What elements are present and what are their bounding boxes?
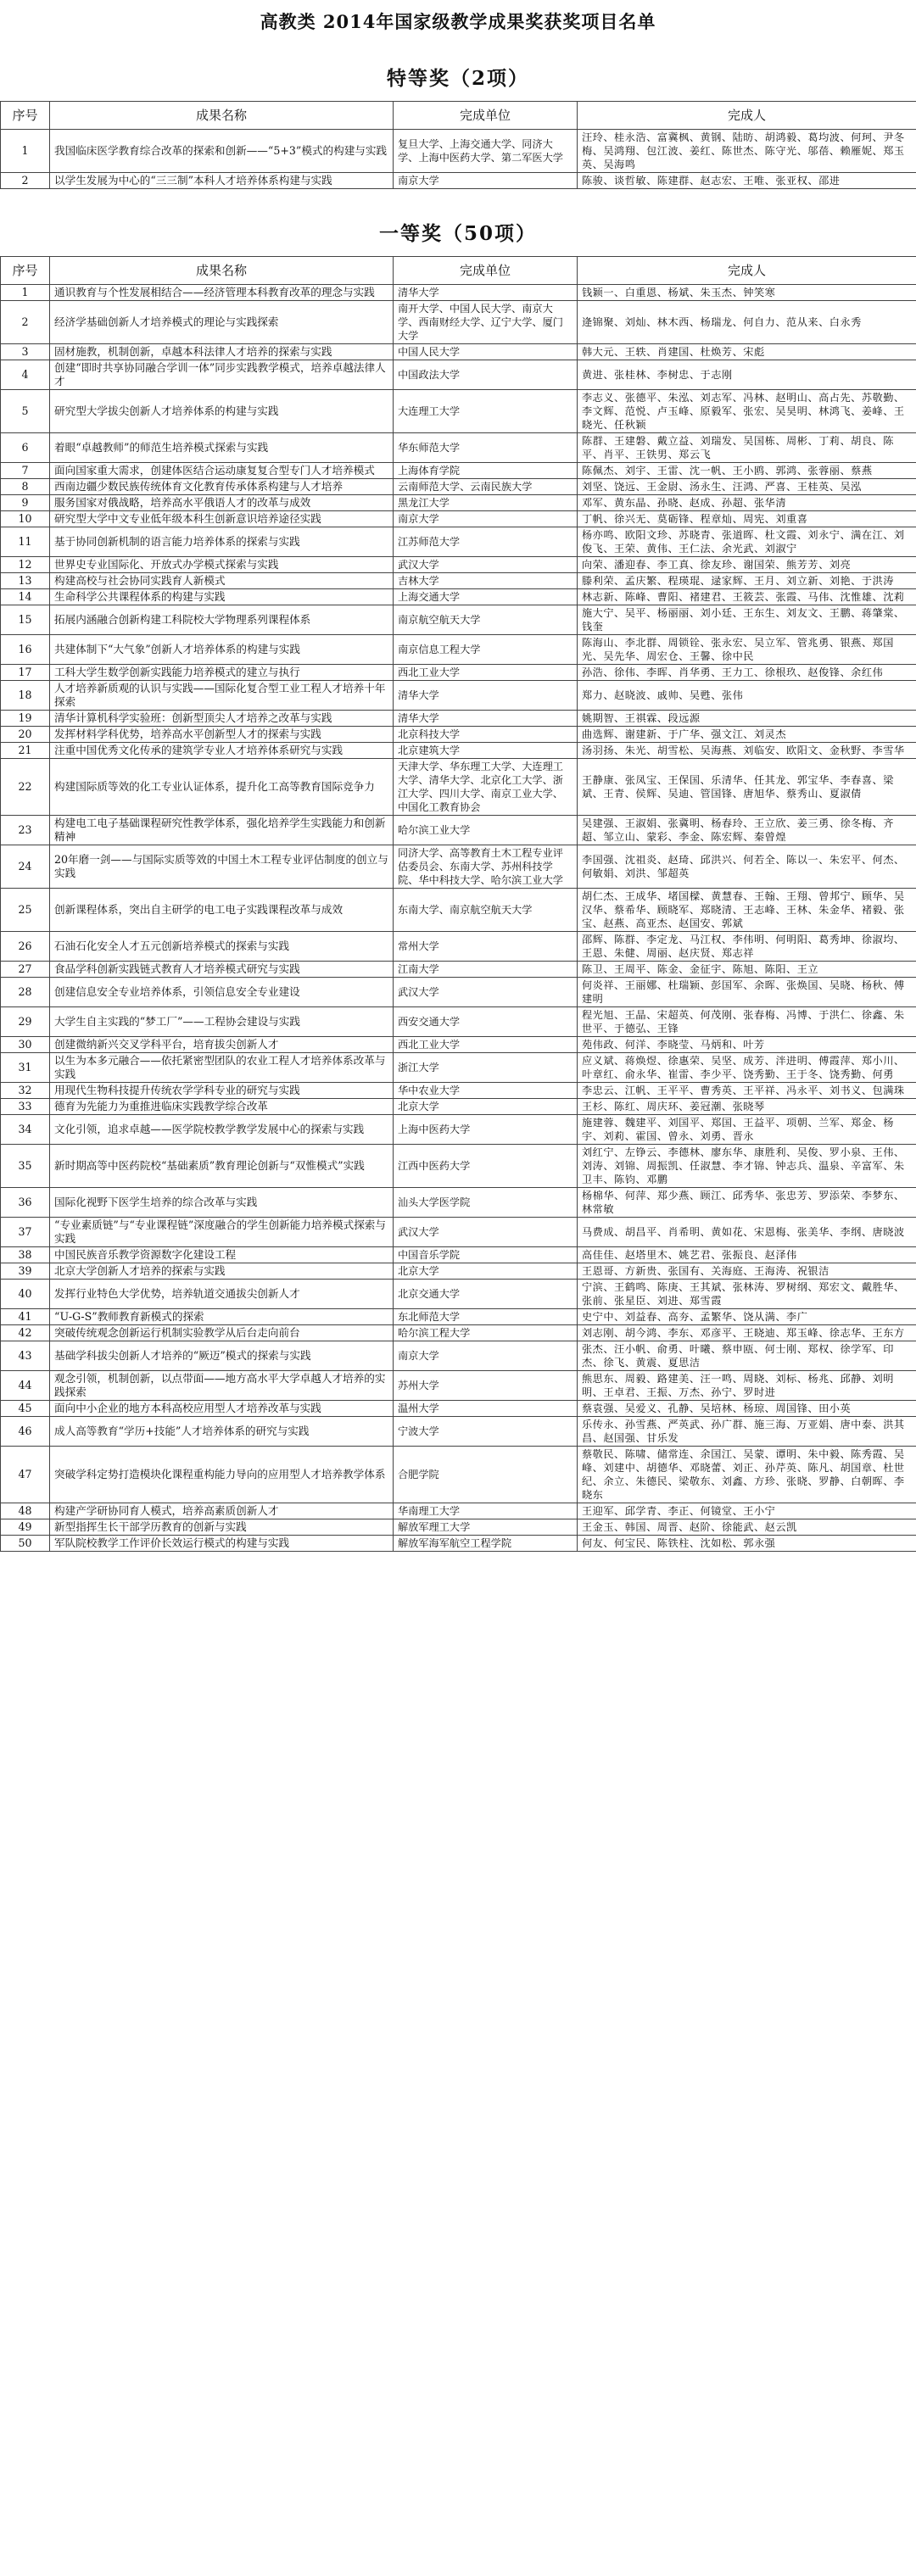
completion-unit: 清华大学: [394, 711, 578, 727]
row-number: 18: [1, 681, 50, 711]
award-name: 拓展内涵融合创新构建工科院校大学物理系列课程体系: [50, 605, 394, 635]
row-number: 21: [1, 743, 50, 759]
table-row: [1, 1083, 916, 1099]
completers: 李志义、张德平、朱泓、刘志军、冯林、赵明山、高占先、苏敬勤、李文辉、范悦、卢玉峰、原毅军、张宏、吴昊明、林鸿飞、姜峰、王晓光、任秋颖: [578, 390, 916, 433]
award-name: 世界史专业国际化、开放式办学模式探索与实践: [50, 557, 394, 573]
award-name: 军队院校教学工作评价长效运行模式的构建与实践: [50, 1536, 394, 1552]
award-name: 研究型大学拔尖创新人才培养体系的构建与实践: [50, 390, 394, 433]
completers: 李忠云、江帆、王平平、曹秀英、王平祥、冯永平、刘书义、包满珠: [578, 1083, 916, 1099]
row-number: 1: [1, 130, 50, 173]
completers: 刘红宁、左铮云、李德林、廖东华、康胜利、吴俊、罗小泉、王伟、刘涛、刘锦、周振凯、任淑慧、李才锦、钟志兵、温泉、辛富军、朱卫丰、陈钧、邓鹏: [578, 1145, 916, 1188]
completers: 向荣、潘迎春、李工真、徐友珍、谢国荣、熊芳芳、刘亮: [578, 557, 916, 573]
special-award-title: 特等奖（2项）: [386, 67, 529, 90]
completion-unit: 上海交通大学: [394, 589, 578, 605]
first-award-rows: [1, 285, 916, 1552]
table-row: [1, 344, 916, 360]
completers: 郑力、赵晓波、戚帅、吴甦、张伟: [578, 681, 916, 711]
completion-unit: 华南理工大学: [394, 1503, 578, 1519]
row-number: 25: [1, 889, 50, 932]
award-name: 固材施教，机制创新，卓越本科法律人才培养的探索与实践: [50, 344, 394, 360]
award-name: 石油石化安全人才五元创新培养模式的探索与实践: [50, 932, 394, 962]
completers: 陈群、王建磐、戴立益、刘瑞发、吴国栋、周彬、丁莉、胡良、陈平、肖平、王铁男、郑云飞: [578, 433, 916, 463]
table-row: [1, 1247, 916, 1263]
table-row: [1, 1309, 916, 1325]
table-row: [1, 962, 916, 978]
award-name: 面向国家重大需求，创建体医结合运动康复复合型专门人才培养模式: [50, 463, 394, 479]
award-name: “专业素质链”与“专业课程链”深度融合的学生创新能力培养模式探索与实践: [50, 1218, 394, 1247]
award-name: 构建产学研协同育人模式，培养高素质创新人才: [50, 1503, 394, 1519]
document-title: 高教类 2014年国家级教学成果奖获奖项目名单: [260, 11, 656, 32]
row-number: 10: [1, 511, 50, 527]
table-row: [1, 1341, 916, 1371]
table-row: [1, 1503, 916, 1519]
completion-unit: 常州大学: [394, 932, 578, 962]
completers: 高佳佳、赵塔里木、姚艺君、张振良、赵泽伟: [578, 1247, 916, 1263]
completers: 姚期智、王祺霖、段远源: [578, 711, 916, 727]
table-row: [1, 1325, 916, 1341]
completion-unit: 苏州大学: [394, 1371, 578, 1401]
award-name: 经济学基础创新人才培养模式的理论与实践探索: [50, 301, 394, 344]
table-row: [1, 1145, 916, 1188]
row-number: 38: [1, 1247, 50, 1263]
award-name: 创建“即时共享协同融合学训一体”同步实践教学模式，培养卓越法律人才: [50, 360, 394, 390]
award-name: 构建高校与社会协同实践育人新模式: [50, 573, 394, 589]
completers: 王金玉、韩国、周晋、赵阶、徐能武、赵云凯: [578, 1519, 916, 1536]
completion-unit: 汕头大学医学院: [394, 1188, 578, 1218]
special-award-table: [0, 101, 916, 189]
completers: 陈骏、谈哲敏、陈建群、赵志宏、王唯、张亚权、邵进: [578, 173, 916, 189]
table-row: [1, 1519, 916, 1536]
completers: 程光旭、王晶、宋超英、何茂刚、张春梅、冯博、于洪仁、徐鑫、朱世平、于德弘、王锋: [578, 1007, 916, 1037]
completers: 韩大元、王轶、肖建国、杜焕芳、宋彪: [578, 344, 916, 360]
award-name: 创建信息安全专业培养体系，引领信息安全专业建设: [50, 978, 394, 1007]
completion-unit: 北京大学: [394, 1099, 578, 1115]
completion-unit: 哈尔滨工程大学: [394, 1325, 578, 1341]
table-row: [1, 1115, 916, 1145]
completion-unit: 南开大学、中国人民大学、南京大学、西南财经大学、辽宁大学、厦门大学: [394, 301, 578, 344]
completers: 蔡袁强、吴爱义、孔静、吴培林、杨琼、周国锋、田小英: [578, 1401, 916, 1417]
header-unit: 完成单位: [394, 257, 578, 285]
table-row: [1, 1401, 916, 1417]
table-row: [1, 301, 916, 344]
award-name: 北京大学创新人才培养的探索与实践: [50, 1263, 394, 1280]
completers: 施大宁、吴平、杨丽丽、刘小廷、王东生、刘友文、王鹏、蒋肇棠、钱奎: [578, 605, 916, 635]
row-number: 23: [1, 816, 50, 845]
completion-unit: 云南师范大学、云南民族大学: [394, 479, 578, 495]
award-name: 注重中国优秀文化传承的建筑学专业人才培养体系研究与实践: [50, 743, 394, 759]
award-name: 大学生自主实践的“梦工厂”——工程协会建设与实践: [50, 1007, 394, 1037]
award-name: 20年磨一剑——与国际实质等效的中国土木工程专业评估制度的创立与实践: [50, 845, 394, 889]
table-row: [1, 1263, 916, 1280]
table-row: [1, 665, 916, 681]
completers: 逄锦聚、刘灿、林木西、杨瑞龙、何自力、范从来、白永秀: [578, 301, 916, 344]
table-row: [1, 589, 916, 605]
row-number: 24: [1, 845, 50, 889]
completers: 王杉、陈红、周庆环、姜冠潮、张晓琴: [578, 1099, 916, 1115]
award-name: 文化引领，追求卓越——医学院校教学教学发展中心的探索与实践: [50, 1115, 394, 1145]
completers: 施建蓉、魏建平、刘国平、郑国、王益平、项朝、兰军、郑金、杨宇、刘莉、霍国、曾永、刘勇、晋永: [578, 1115, 916, 1145]
completers: 何炎祥、王丽娜、杜瑞颖、彭国军、余晖、张焕国、吴晓、杨秋、傅建明: [578, 978, 916, 1007]
row-number: 1: [1, 285, 50, 301]
award-name: 清华计算机科学实验班：创新型顶尖人才培养之改革与实践: [50, 711, 394, 727]
row-number: 29: [1, 1007, 50, 1037]
completion-unit: 黑龙江大学: [394, 495, 578, 511]
table-header-row: [1, 257, 916, 285]
row-number: 35: [1, 1145, 50, 1188]
table-row: [1, 1037, 916, 1053]
special-award-rows: [1, 130, 916, 189]
table-row: [1, 889, 916, 932]
table-row: [1, 605, 916, 635]
award-name: 基于协同创新机制的语言能力培养体系的探索与实践: [50, 527, 394, 557]
row-number: 2: [1, 301, 50, 344]
completers: 苑伟政、何洋、李晓莹、马炳和、叶芳: [578, 1037, 916, 1053]
row-number: 5: [1, 390, 50, 433]
completion-unit: 大连理工大学: [394, 390, 578, 433]
completion-unit: 上海体育学院: [394, 463, 578, 479]
award-name: 以学生发展为中心的“三三制”本科人才培养体系构建与实践: [50, 173, 394, 189]
completion-unit: 中国政法大学: [394, 360, 578, 390]
row-number: 40: [1, 1280, 50, 1309]
row-number: 50: [1, 1536, 50, 1552]
award-name: 观念引领，机制创新，以点带面——地方高水平大学卓越人才培养的实践探索: [50, 1371, 394, 1401]
completers: 刘志刚、胡今鸿、李东、邓彦平、王晓迪、郑玉峰、徐志华、王东方: [578, 1325, 916, 1341]
award-name: 成人高等教育“学历+技能”人才培养体系的研究与实践: [50, 1417, 394, 1447]
completion-unit: 武汉大学: [394, 978, 578, 1007]
table-row: [1, 711, 916, 727]
table-row: [1, 511, 916, 527]
header-unit: 完成单位: [394, 102, 578, 130]
completion-unit: 东南大学、南京航空航天大学: [394, 889, 578, 932]
award-name: 基础学科拔尖创新人才培养的“厥迈”模式的探索与实践: [50, 1341, 394, 1371]
header-num: 序号: [1, 257, 50, 285]
row-number: 37: [1, 1218, 50, 1247]
completers: 邵辉、陈群、李定龙、马江权、李伟明、何明阳、葛秀坤、徐淑均、王恩、朱健、周丽、赵庆贤、郑志祥: [578, 932, 916, 962]
completers: 史宁中、刘益春、高夯、孟繁华、饶从满、李广: [578, 1309, 916, 1325]
table-row: [1, 557, 916, 573]
completion-unit: 南京信息工程大学: [394, 635, 578, 665]
completers: 蔡敬民、陈啸、储常连、余国江、吴蒙、谭明、朱中毅、陈秀霞、吴峰、刘建中、胡德华、邓晓蕾、刘正、孙芹英、陈凡、胡国章、杜世纪、余立、朱德民、梁敬东、刘鑫、方珍、张晓、罗静、白朝晖、李晓东: [578, 1447, 916, 1503]
award-name: 发挥材料学科优势，培养高水平创新型人才的探索与实践: [50, 727, 394, 743]
row-number: 49: [1, 1519, 50, 1536]
completion-unit: 江苏师范大学: [394, 527, 578, 557]
table-row: [1, 479, 916, 495]
award-name: 新时期高等中医药院校“基础素质”教育理论创新与“双惟模式”实践: [50, 1145, 394, 1188]
completers: 乐传永、孙雪燕、严英武、孙广群、施三海、万亚娟、唐中泰、洪其昌、赵国强、甘乐发: [578, 1417, 916, 1447]
completers: 马费成、胡昌平、肖希明、黄如花、宋恩梅、张美华、李纲、唐晓波: [578, 1218, 916, 1247]
completion-unit: 北京交通大学: [394, 1280, 578, 1309]
table-row: [1, 360, 916, 390]
completion-unit: 中国音乐学院: [394, 1247, 578, 1263]
row-number: 41: [1, 1309, 50, 1325]
completers: 钱颖一、白重恩、杨斌、朱玉杰、钟笑寒: [578, 285, 916, 301]
row-number: 20: [1, 727, 50, 743]
completers: 熊思东、周毅、路建美、汪一鸣、周晓、刘标、杨兆、邱静、刘明明、王卓君、王振、万杰、孙宁、罗时进: [578, 1371, 916, 1401]
completion-unit: 清华大学: [394, 285, 578, 301]
row-number: 47: [1, 1447, 50, 1503]
row-number: 32: [1, 1083, 50, 1099]
completers: 张杰、汪小帆、俞勇、叶曦、蔡申瓯、何士刚、郑权、徐学军、印杰、徐飞、黄震、夏思洁: [578, 1341, 916, 1371]
row-number: 26: [1, 932, 50, 962]
table-row: [1, 573, 916, 589]
table-row: [1, 495, 916, 511]
award-name: 面向中小企业的地方本科高校应用型人才培养改革与实践: [50, 1401, 394, 1417]
header-name: 成果名称: [50, 257, 394, 285]
completion-unit: 武汉大学: [394, 557, 578, 573]
completion-unit: 北京大学: [394, 1263, 578, 1280]
table-row: [1, 1280, 916, 1309]
award-name: 新型指挥生长干部学历教育的创新与实践: [50, 1519, 394, 1536]
first-award-table: [0, 256, 916, 1552]
row-number: 11: [1, 527, 50, 557]
table-row: [1, 727, 916, 743]
completers: 曲选辉、谢建新、于广华、强文江、刘灵杰: [578, 727, 916, 743]
row-number: 34: [1, 1115, 50, 1145]
completion-unit: 西北工业大学: [394, 665, 578, 681]
row-number: 4: [1, 360, 50, 390]
award-name: 构建国际质等效的化工专业认证体系，提升化工高等教育国际竞争力: [50, 759, 394, 816]
first-award-title: 一等奖（50项）: [378, 222, 537, 245]
completion-unit: 浙江大学: [394, 1053, 578, 1083]
row-number: 2: [1, 173, 50, 189]
table-row: [1, 1099, 916, 1115]
row-number: 33: [1, 1099, 50, 1115]
completion-unit: 南京航空航天大学: [394, 605, 578, 635]
row-number: 13: [1, 573, 50, 589]
completers: 丁帆、徐兴无、莫砺锋、程章灿、周宪、刘重喜: [578, 511, 916, 527]
completion-unit: 南京大学: [394, 511, 578, 527]
table-row: [1, 816, 916, 845]
row-number: 44: [1, 1371, 50, 1401]
completion-unit: 江南大学: [394, 962, 578, 978]
award-name: 生命科学公共课程体系的构建与实践: [50, 589, 394, 605]
row-number: 43: [1, 1341, 50, 1371]
completion-unit: 复旦大学、上海交通大学、同济大学、上海中医药大学、第二军医大学: [394, 130, 578, 173]
completion-unit: 华东师范大学: [394, 433, 578, 463]
completion-unit: 合肥学院: [394, 1447, 578, 1503]
completers: 宁滨、王鹤鸣、陈庚、王其斌、张林涛、罗树纲、郑宏文、戴胜华、张前、张星臣、刘进、郑雪霞: [578, 1280, 916, 1309]
table-row: [1, 1447, 916, 1503]
completion-unit: 北京科技大学: [394, 727, 578, 743]
completion-unit: 同济大学、高等教育土木工程专业评估委员会、东南大学、苏州科技学院、华中科技大学、哈尔滨工业大学: [394, 845, 578, 889]
row-number: 36: [1, 1188, 50, 1218]
row-number: 6: [1, 433, 50, 463]
row-number: 7: [1, 463, 50, 479]
table-row: [1, 173, 916, 189]
award-name: 突破传统观念创新运行机制实验教学从后台走向前台: [50, 1325, 394, 1341]
completers: 杨棉华、何萍、郑少燕、顾江、邱秀华、张忠芳、罗添荣、李梦东、林常敏: [578, 1188, 916, 1218]
table-row: [1, 1007, 916, 1037]
award-name: 中国民族音乐教学资源数字化建设工程: [50, 1247, 394, 1263]
table-row: [1, 390, 916, 433]
table-row: [1, 1218, 916, 1247]
award-name: 工科大学生数学创新实践能力培养模式的建立与执行: [50, 665, 394, 681]
table-row: [1, 527, 916, 557]
table-row: [1, 681, 916, 711]
completers: 应义斌、蒋焕煜、徐惠荣、吴坚、成芳、泮进明、傅霞萍、郑小川、叶章红、俞永华、崔雷、李少平、饶秀勤、王于冬、饶秀勤、何勇: [578, 1053, 916, 1083]
award-name: 服务国家对俄战略，培养高水平俄语人才的改革与成效: [50, 495, 394, 511]
row-number: 31: [1, 1053, 50, 1083]
table-row: [1, 463, 916, 479]
row-number: 30: [1, 1037, 50, 1053]
row-number: 42: [1, 1325, 50, 1341]
award-name: 构建电工电子基础课程研究性教学体系，强化培养学生实践能力和创新精神: [50, 816, 394, 845]
completers: 陈佩杰、刘宇、王雷、沈一帆、王小鸥、郭鸿、张蓉丽、蔡燕: [578, 463, 916, 479]
table-row: [1, 1417, 916, 1447]
row-number: 16: [1, 635, 50, 665]
row-number: 12: [1, 557, 50, 573]
completion-unit: 武汉大学: [394, 1218, 578, 1247]
completers: 孙浩、徐伟、李晖、肖华勇、王力工、徐根玖、赵俊锋、余红伟: [578, 665, 916, 681]
completion-unit: 中国人民大学: [394, 344, 578, 360]
row-number: 19: [1, 711, 50, 727]
row-number: 14: [1, 589, 50, 605]
award-name: 以生为本多元融合——依托紧密型团队的农业工程人才培养体系改革与实践: [50, 1053, 394, 1083]
award-name: 研究型大学中文专业低年级本科生创新意识培养途径实践: [50, 511, 394, 527]
row-number: 3: [1, 344, 50, 360]
completion-unit: 江西中医药大学: [394, 1145, 578, 1188]
row-number: 28: [1, 978, 50, 1007]
table-row: [1, 1053, 916, 1083]
award-name: 西南边疆少数民族传统体育文化教育传承体系构建与人才培养: [50, 479, 394, 495]
completers: 何友、何宝民、陈铁柱、沈如松、郭永强: [578, 1536, 916, 1552]
completers: 汤羽扬、朱光、胡雪松、吴海燕、刘临安、欧阳文、金秋野、李雪华: [578, 743, 916, 759]
table-row: [1, 759, 916, 816]
row-number: 15: [1, 605, 50, 635]
completion-unit: 东北师范大学: [394, 1309, 578, 1325]
row-number: 48: [1, 1503, 50, 1519]
completers: 滕利荣、孟庆繁、程瑛琨、逯家辉、王月、刘立新、刘艳、于洪涛: [578, 573, 916, 589]
row-number: 8: [1, 479, 50, 495]
completers: 汪玲、桂永浩、富冀枫、黄钢、陆昉、胡鸿毅、葛均波、何珂、尹冬梅、吴鸿翔、包江波、姜红、陈世杰、陈守光、邬蓓、赖雁妮、郑玉英、吴海鸣: [578, 130, 916, 173]
completion-unit: 西安交通大学: [394, 1007, 578, 1037]
row-number: 22: [1, 759, 50, 816]
completion-unit: 上海中医药大学: [394, 1115, 578, 1145]
completion-unit: 宁波大学: [394, 1417, 578, 1447]
table-row: [1, 978, 916, 1007]
completers: 陈海山、李北群、周锁铨、张永宏、吴立军、管兆勇、银燕、郑国光、吴先华、周宏仓、王馨、徐中民: [578, 635, 916, 665]
completion-unit: 清华大学: [394, 681, 578, 711]
header-num: 序号: [1, 102, 50, 130]
award-name: 用现代生物科技提升传统农学学科专业的研究与实践: [50, 1083, 394, 1099]
table-row: [1, 1536, 916, 1552]
row-number: 17: [1, 665, 50, 681]
award-name: 创新课程体系，突出自主研学的电工电子实践课程改革与成效: [50, 889, 394, 932]
header-people: 完成人: [578, 102, 916, 130]
completers: 王静康、张凤宝、王保国、乐清华、任其龙、郭宝华、李春喜、梁斌、王青、侯辉、吴迪、管国锋、唐旭华、蔡秀山、夏淑倩: [578, 759, 916, 816]
completion-unit: 解放军海军航空工程学院: [394, 1536, 578, 1552]
completers: 黄进、张桂林、李树忠、于志刚: [578, 360, 916, 390]
table-row: [1, 743, 916, 759]
table-row: [1, 932, 916, 962]
table-row: [1, 635, 916, 665]
row-number: 39: [1, 1263, 50, 1280]
completion-unit: 南京大学: [394, 1341, 578, 1371]
completers: 杨亦鸣、欧阳文珍、苏晓青、张道晖、杜文霞、刘永宁、满在江、刘俊飞、王荣、黄伟、王仁法、余光武、刘淑宁: [578, 527, 916, 557]
award-name: 食品学科创新实践链式教育人才培养模式研究与实践: [50, 962, 394, 978]
award-name: 通识教育与个性发展相结合——经济管理本科教育改革的理念与实践: [50, 285, 394, 301]
completion-unit: 华中农业大学: [394, 1083, 578, 1099]
completers: 王恩哥、方新贵、张国有、关海庭、王海涛、祝银洁: [578, 1263, 916, 1280]
table-header-row: [1, 102, 916, 130]
table-row: [1, 130, 916, 173]
award-name: “U-G-S”教师教育新模式的探索: [50, 1309, 394, 1325]
table-row: [1, 1371, 916, 1401]
completers: 林志新、陈峰、曹阳、褚建君、王筱芸、张霞、马伟、沈惟雄、沈莉: [578, 589, 916, 605]
completers: 刘坚、饶远、王金尉、汤永生、汪鸿、严喜、王桂英、吴泓: [578, 479, 916, 495]
completion-unit: 哈尔滨工业大学: [394, 816, 578, 845]
completers: 胡仁杰、王成华、堵国樑、黄慧春、王翰、王翔、曾邦宁、顾华、吴汉华、蔡希华、顾晓军、郑晓清、王志峰、王林、朱金华、褚毅、张宝、赵燕、高亚杰、赵国安、郭斌: [578, 889, 916, 932]
completion-unit: 吉林大学: [394, 573, 578, 589]
row-number: 9: [1, 495, 50, 511]
completers: 陈卫、王周平、陈金、金征宇、陈旭、陈阳、王立: [578, 962, 916, 978]
row-number: 45: [1, 1401, 50, 1417]
header-people: 完成人: [578, 257, 916, 285]
completers: 吴建强、王淑娟、张冀明、杨春玲、王立欣、姜三勇、徐冬梅、齐超、邹立山、蒙彩、李金、陈宏辉、秦曾煌: [578, 816, 916, 845]
completers: 王迎军、邱学青、李正、何镜堂、王小宁: [578, 1503, 916, 1519]
completion-unit: 天津大学、华东理工大学、大连理工大学、清华大学、北京化工大学、浙江大学、四川大学、南京工业大学、中国化工教育协会: [394, 759, 578, 816]
award-name: 共建体制下“大气象”创新人才培养体系的构建与实践: [50, 635, 394, 665]
completers: 邓军、黄东晶、孙晓、赵成、孙超、张华清: [578, 495, 916, 511]
award-name: 突破学科定势打造模块化课程重构能力导向的应用型人才培养教学体系: [50, 1447, 394, 1503]
table-row: [1, 285, 916, 301]
completion-unit: 南京大学: [394, 173, 578, 189]
row-number: 27: [1, 962, 50, 978]
table-row: [1, 1188, 916, 1218]
completion-unit: 温州大学: [394, 1401, 578, 1417]
award-name: 发挥行业特色大学优势，培养轨道交通拔尖创新人才: [50, 1280, 394, 1309]
completion-unit: 北京建筑大学: [394, 743, 578, 759]
award-name: 国际化视野下医学生培养的综合改革与实践: [50, 1188, 394, 1218]
award-name: 着眼“卓越教师”的师范生培养模式探索与实践: [50, 433, 394, 463]
row-number: 46: [1, 1417, 50, 1447]
completion-unit: 西北工业大学: [394, 1037, 578, 1053]
award-name: 人才培养新质观的认识与实践——国际化复合型工业工程人才培养十年探索: [50, 681, 394, 711]
completion-unit: 解放军理工大学: [394, 1519, 578, 1536]
award-name: 德育为先能力为重推进临床实践教学综合改革: [50, 1099, 394, 1115]
table-row: [1, 845, 916, 889]
completers: 李国强、沈祖炎、赵琦、邱洪兴、何若全、陈以一、朱宏平、何杰、何敏娟、刘洪、邹超英: [578, 845, 916, 889]
header-name: 成果名称: [50, 102, 394, 130]
table-row: [1, 433, 916, 463]
award-name: 创建微纳新兴交叉学科平台，培育拔尖创新人才: [50, 1037, 394, 1053]
award-name: 我国临床医学教育综合改革的探索和创新——“5+3”模式的构建与实践: [50, 130, 394, 173]
